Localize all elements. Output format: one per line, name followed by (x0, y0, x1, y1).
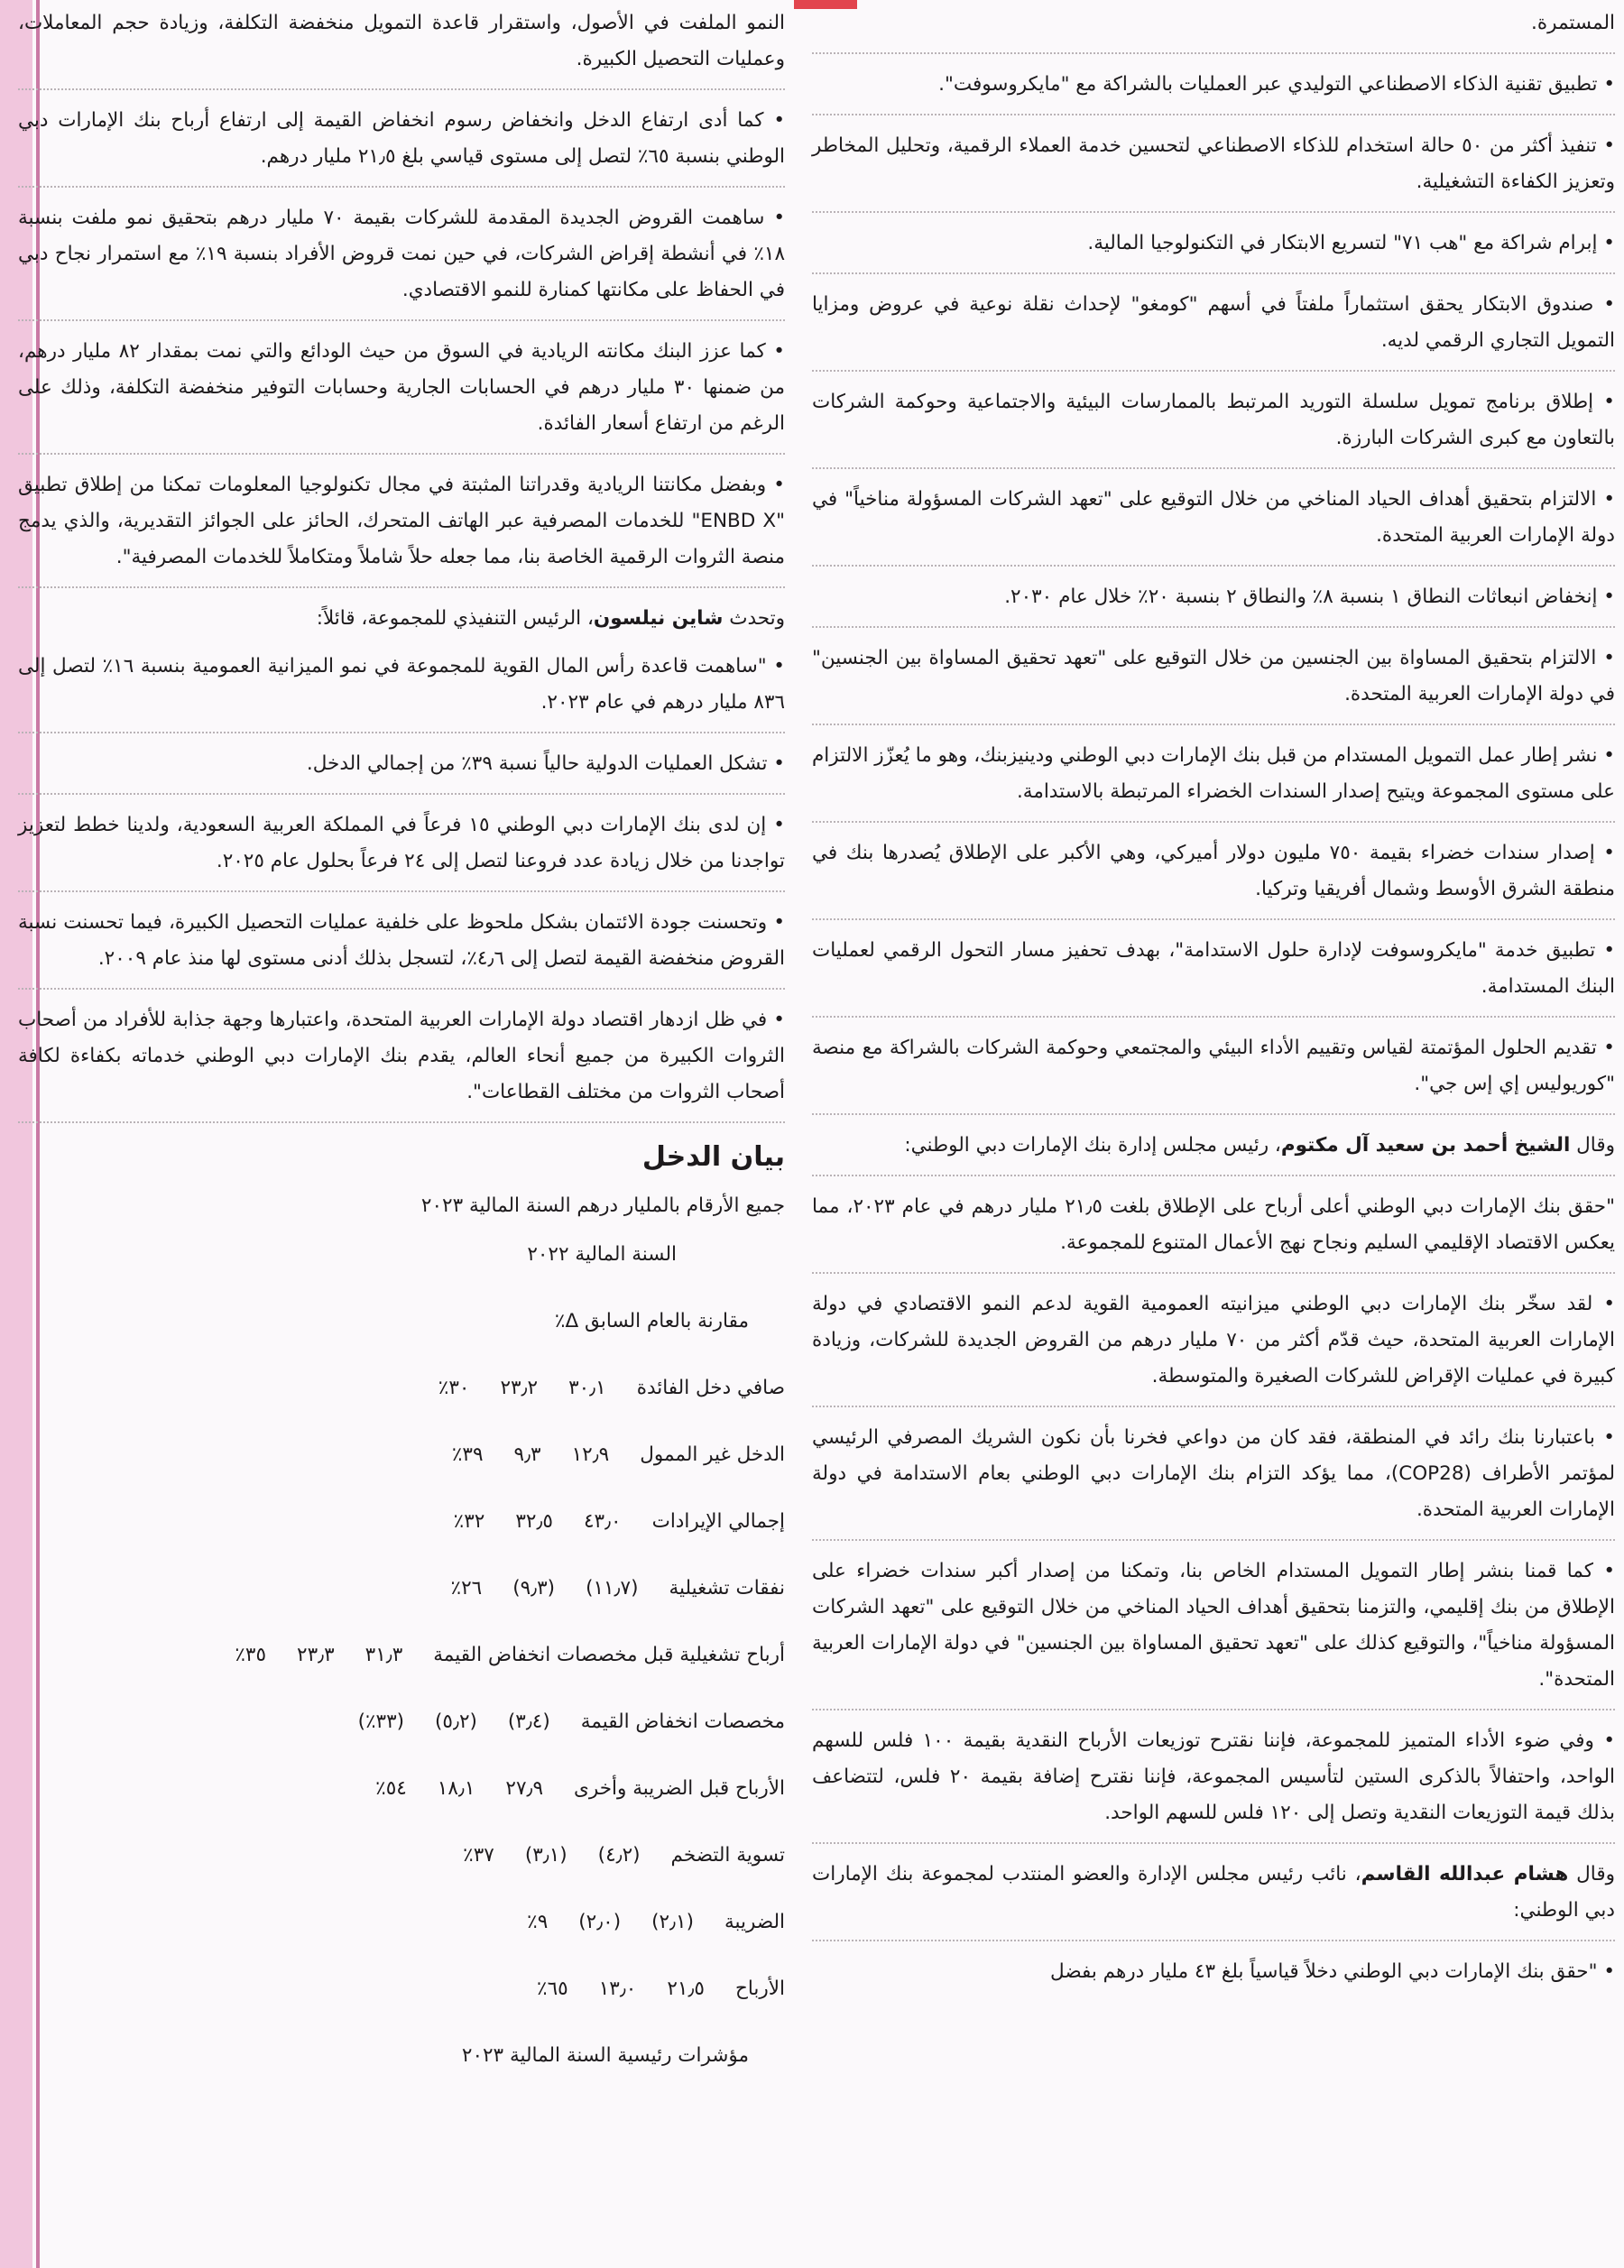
quote-intro: وقال هشام عبدالله القاسم، نائب رئيس مجلس الإدارة والعضو المنتدب لمجموعة بنك الإمارات دبي الوطني: (812, 1857, 1615, 1941)
income-label-cell: الدخل غير الممول (640, 1443, 785, 1466)
income-change-cell: ٢٦٪ (450, 1577, 483, 1600)
income-v2022-cell: ٩٫٣ (513, 1443, 541, 1466)
quote-intro: وتحدث شاين نيلسون، الرئيس التنفيذي للمجموعة، قائلاً: (316, 607, 785, 630)
income-label-cell: صافي دخل الفائدة (636, 1377, 785, 1399)
income-v2023-cell: ٣١٫٣ (364, 1644, 403, 1666)
income-statement-heading: بيان الدخل (641, 1141, 785, 1173)
person-name: الشيخ أحمد بن سعيد آل مكتوم (1280, 1134, 1571, 1157)
income-v2023-cell: (٢٫١) (651, 1911, 694, 1933)
quote-paragraph: • "حقق بنك الإمارات دبي الوطني دخلاً قياسياً بلغ ٤٣ مليار درهم بفضل (1050, 1960, 1615, 1983)
bullet-paragraph: • باعتبارنا بنك رائد في المنطقة، فقد كان من دواعي فخرنا بأن نكون الشريك المصرفي الرئيسي لمؤتمر الأطراف (COP28)، مما يؤكد التزام بنك الإمارات دبي الوطني بعام الاستدامة في دولة الإمارات العربية المتحدة. (812, 1420, 1615, 1541)
left-column (18, 5, 785, 2105)
income-v2022-cell: ٣٢٫٥ (515, 1510, 553, 1533)
income-change-cell: ٥٤٪ (375, 1777, 407, 1800)
bullet-paragraph: • إبرام شراكة مع "هب ٧١" لتسريع الابتكار في التكنولوجيا المالية. (812, 226, 1615, 274)
bullet-paragraph: • تطبيق خدمة "مايكروسوفت لإدارة حلول الاستدامة"، بهدف تحفيز مسار التحول الرقمي لعمليات البنك المستدامة. (812, 933, 1615, 1018)
income-change-cell: ٣٥٪ (235, 1644, 267, 1666)
income-row (18, 1838, 785, 1874)
income-note: جميع الأرقام بالمليار درهم السنة المالية ٢٠٢٣ (420, 1194, 785, 1217)
income-row (18, 1571, 785, 1607)
income-v2023-cell: (٣٫٤) (507, 1710, 550, 1733)
income-v2023-cell: ٣٠٫١ (568, 1377, 606, 1399)
income-label-cell: مخصصات انخفاض القيمة (580, 1710, 785, 1733)
bullet-paragraph: • إصدار سندات خضراء بقيمة ٧٥٠ مليون دولار أميركي، وهي الأكبر على الإطلاق يُصدرها بنك في منطقة الشرق الأوسط وشمال أفريقيا وتركيا. (812, 835, 1615, 920)
bullet-paragraph: • إن لدى بنك الإمارات دبي الوطني ١٥ فرعاً في المملكة العربية السعودية، ولدينا خطط لتعزيز تواجدنا من خلال زيادة عدد فروعنا لتصل إلى ٢٤ فرعاً بحلول عام ٢٠٢٥. (18, 807, 785, 892)
income-label-cell: الأرباح (734, 1978, 785, 2000)
income-row (18, 1971, 785, 2007)
income-label-cell: نفقات تشغيلية (669, 1577, 785, 1600)
bullet-paragraph: • إنخفاض انبعاثات النطاق ١ بنسبة ٨٪ والنطاق ٢ بنسبة ٢٠٪ خلال عام ٢٠٣٠. (812, 579, 1615, 628)
bullet-paragraph: • كما قمنا بنشر إطار التمويل المستدام الخاص بنا، وتمكنا من إصدار أكبر سندات خضراء على الإطلاق من بنك إقليمي، والتزمنا بتحقيق أهداف الحياد المناخي من خلال التوقيع على "تعهد الشركات المسؤولة مناخياً"، والتوقيع كذلك على "تعهد تحقيق المساواة بين الجنسين" في دولة الإمارات العربية المتحدة". (812, 1553, 1615, 1710)
bullet-paragraph: • لقد سخّر بنك الإمارات دبي الوطني ميزانيته العمومية القوية لدعم النمو الاقتصادي في دولة الإمارات العربية المتحدة، حيث قدّم أكثر من ٧٠ مليار درهم من القروض الجديدة للشركات، وزيادة كبيرة في عمليات الإقراض للشركات الصغيرة والمتوسطة. (812, 1286, 1615, 1407)
income-v2023-cell: (٤٫٢) (597, 1844, 641, 1867)
income-label-cell: الضريبة (724, 1911, 785, 1933)
paragraph: المستمرة. (812, 5, 1615, 54)
income-change-cell: ٦٥٪ (537, 1978, 568, 2000)
bullet-paragraph: • كما عزز البنك مكانته الريادية في السوق من حيث الودائع والتي نمت بمقدار ٨٢ مليار درهم، من ضمنها ٣٠ مليار درهم في الحسابات الجارية وحسابات التوفير منخفضة التكلفة، وذلك على الرغم من ارتفاع أسعار الفائدة. (18, 334, 785, 455)
income-col-header: مقارنة بالعام السابق Δ٪ (554, 1310, 749, 1332)
income-v2023-cell: ٢١٫٥ (667, 1978, 705, 2000)
income-row (18, 1704, 785, 1740)
income-v2022-cell: ١٨٫١ (437, 1777, 475, 1800)
income-v2022-cell: ١٣٫٠ (598, 1978, 637, 2000)
bullet-paragraph: • الالتزام بتحقيق المساواة بين الجنسين من خلال التوقيع على "تعهد تحقيق المساواة بين الجنسين" في دولة الإمارات العربية المتحدة. (812, 641, 1615, 725)
bullet-paragraph: • إطلاق برنامج تمويل سلسلة التوريد المرتبط بالممارسات البيئية والاجتماعية وحوكمة الشركات بالتعاون مع كبرى الشركات البارزة. (812, 384, 1615, 469)
income-row (18, 1637, 785, 1673)
bullet-paragraph: • في ظل ازدهار اقتصاد دولة الإمارات العربية المتحدة، واعتبارها وجهة جذابة للأفراد من أصحاب الثروات الكبيرة من جميع أنحاء العالم، يقدم بنك الإمارات دبي الوطني خدماته بكفاءة لكافة أصحاب الثروات من مختلف القطاعات". (18, 1002, 785, 1123)
income-v2022-cell: (٣٫١) (524, 1844, 567, 1867)
quote-paragraph: "حقق بنك الإمارات دبي الوطني أعلى أرباح على الإطلاق بلغت ٢١٫٥ مليار درهم في عام ٢٠٢٣، مما يعكس الاقتصاد الإقليمي السليم ونجاح نهج الأعمال المتنوع للمجموعة. (812, 1189, 1615, 1274)
income-col-header: السنة المالية ٢٠٢٢ (527, 1243, 677, 1266)
bullet-paragraph: • الالتزام بتحقيق أهداف الحياد المناخي من خلال التوقيع على "تعهد الشركات المسؤولة مناخياً" في دولة الإمارات العربية المتحدة. (812, 482, 1615, 567)
income-label-cell: الأرباح قبل الضريبة وأخرى (574, 1777, 785, 1800)
income-v2023-cell: ١٢٫٩ (571, 1443, 610, 1466)
income-change-cell: ٣٢٪ (453, 1510, 485, 1533)
income-row (18, 1904, 785, 1941)
income-change-cell: ٣٠٪ (438, 1377, 470, 1399)
income-v2023-cell: (١١٫٧) (586, 1577, 639, 1600)
bullet-paragraph: • تطبيق تقنية الذكاء الاصطناعي التوليدي عبر العمليات بالشراكة مع "مايكروسوفت". (812, 67, 1615, 115)
income-label-cell: إجمالي الإيرادات (651, 1510, 785, 1533)
income-v2022-cell: (٢٫٠) (578, 1911, 622, 1933)
income-row (18, 1437, 785, 1473)
income-change-cell: ٩٪ (527, 1911, 549, 1933)
income-row (18, 1771, 785, 1807)
person-name: هشام عبدالله القاسم (1361, 1863, 1569, 1885)
quote-intro: وقال الشيخ أحمد بن سعيد آل مكتوم، رئيس مجلس إدارة بنك الإمارات دبي الوطني: (812, 1128, 1615, 1176)
bullet-paragraph: • وفي ضوء الأداء المتميز للمجموعة، فإننا نقترح توزيعات الأرباح النقدية بقيمة ١٠٠ فلس للسهم الواحد، واحتفالاً بالذكرى الستين لتأسيس المجموعة، فإننا نقترح إضافة بقيمة ٢٠ فلس، لتتضاعف بذلك قيمة التوزيعات النقدية وتصل إلى ١٢٠ فلس للسهم الواحد. (812, 1723, 1615, 1844)
income-change-cell: (٣٣٪) (357, 1710, 405, 1733)
income-label-cell: تسوية التضخم (670, 1844, 785, 1867)
person-name: شاين نيلسون (593, 607, 724, 630)
right-column (812, 5, 1615, 2002)
income-v2022-cell: ٢٣٫٢ (500, 1377, 539, 1399)
bullet-paragraph: • صندوق الابتكار يحقق استثماراً ملفتاً في أسهم "كومغو" لإحداث نقلة نوعية في عروض ومزايا التمويل التجاري الرقمي لديه. (812, 287, 1615, 372)
income-table (18, 1370, 785, 2007)
bullet-paragraph: • تقديم الحلول المؤتمتة لقياس وتقييم الأداء البيئي والمجتمعي وحوكمة الشركات بالشراكة مع منصة "كوريوليس إي إس جي". (812, 1030, 1615, 1115)
income-v2023-cell: ٢٧٫٩ (505, 1777, 544, 1800)
key-indicators-label: مؤشرات رئيسية السنة المالية ٢٠٢٣ (461, 2044, 749, 2067)
bullet-paragraph: • وبفضل مكانتنا الريادية وقدراتنا المثبتة في مجال تكنولوجيا المعلومات تمكنا من إطلاق تطبيق "ENBD X" للخدمات المصرفية عبر الهاتف المتحرك، الحائز على الجوائز التقديرية، والذي يدمج منصة الثروات الرقمية الخاصة بنا، مما جعله حلاً شاملاً ومتكاملاً للخدمات المصرفية". (18, 467, 785, 588)
income-change-cell: ٣٧٪ (463, 1844, 494, 1867)
income-v2022-cell: (٩٫٣) (512, 1577, 556, 1600)
bullet-paragraph: • كما أدى ارتفاع الدخل وانخفاض رسوم انخفاض القيمة إلى ارتفاع أرباح بنك الإمارات دبي الوطني بنسبة ٦٥٪ لتصل إلى مستوى قياسي بلغ ٢١٫٥ مليار درهم. (18, 103, 785, 188)
income-v2022-cell: ٢٣٫٣ (297, 1644, 335, 1666)
bullet-paragraph: • نشر إطار عمل التمويل المستدام من قبل بنك الإمارات دبي الوطني ودينيزبنك، وهو ما يُعزّز الالتزام على مستوى المجموعة ويتيح إصدار السندات الخضراء المرتبطة بالاستدامة. (812, 738, 1615, 823)
bullet-paragraph: • ساهمت القروض الجديدة المقدمة للشركات بقيمة ٧٠ مليار درهم بتحقيق نمو ملفت بنسبة ١٨٪ في أنشطة إقراض الشركات، في حين نمت قروض الأفراد بنسبة ١٩٪ مع استمرار نجاح دبي في الحفاظ على مكانتها كمنارة للنمو الاقتصادي. (18, 200, 785, 321)
quote-paragraph: • "ساهمت قاعدة رأس المال القوية للمجموعة في نمو الميزانية العمومية بنسبة ١٦٪ لتصل إلى ٨٣٦ مليار درهم في عام ٢٠٢٣. (18, 649, 785, 733)
bullet-paragraph: • وتحسنت جودة الائتمان بشكل ملحوظ على خلفية عمليات التحصيل الكبيرة، فيما تحسنت نسبة القروض منخفضة القيمة لتصل إلى ٤٫٦٪، لتسجل بذلك أدنى مستوى لها منذ عام ٢٠٠٩. (18, 905, 785, 990)
bullet-paragraph: • تشكل العمليات الدولية حالياً نسبة ٣٩٪ من إجمالي الدخل. (18, 746, 785, 795)
income-row (18, 1504, 785, 1540)
income-row (18, 1370, 785, 1406)
income-v2023-cell: ٤٣٫٠ (583, 1510, 622, 1533)
paragraph: النمو الملفت في الأصول، واستقرار قاعدة التمويل منخفضة التكلفة، وزيادة حجم المعاملات، وعمليات التحصيل الكبيرة. (18, 5, 785, 90)
income-label-cell: أرباح تشغيلية قبل مخصصات انخفاض القيمة (433, 1644, 785, 1666)
income-v2022-cell: (٥٫٢) (435, 1710, 477, 1733)
income-change-cell: ٣٩٪ (451, 1443, 484, 1466)
bullet-paragraph: • تنفيذ أكثر من ٥٠ حالة استخدام للذكاء الاصطناعي لتحسين خدمة العملاء الرقمية، وتحليل المخاطر وتعزيز الكفاءة التشغيلية. (812, 128, 1615, 213)
